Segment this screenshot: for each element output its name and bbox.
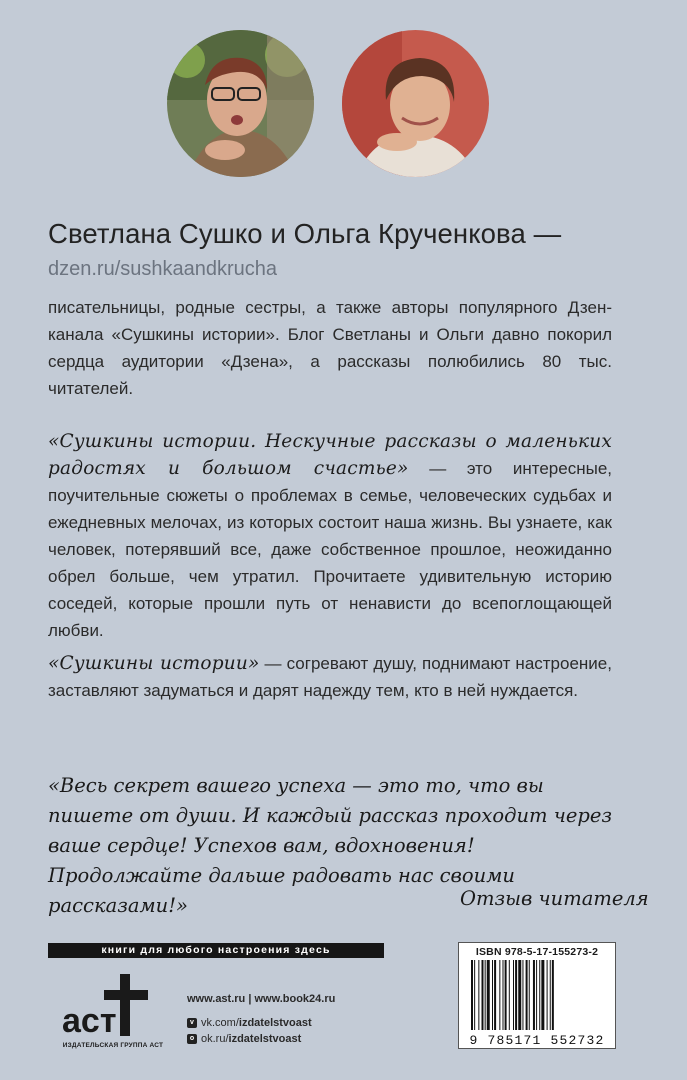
ok-handle: izdatelstvoast (228, 1033, 302, 1045)
barcode-bar (541, 960, 544, 1030)
vk-handle: izdatelstvoast (238, 1017, 312, 1029)
book-summary (48, 650, 612, 704)
barcode-bar (474, 960, 475, 1030)
barcode-bar (505, 960, 507, 1030)
book-summary-text: — согревают душу, поднимают настроение, заставляют задуматься и дарят надежду тем, кто в ней нуждается. (48, 654, 612, 700)
barcode-bar (533, 960, 535, 1030)
series-title-quote: «Сушкины истории» (48, 653, 260, 674)
ok-prefix: ok.ru/ (201, 1033, 229, 1045)
reader-review-signature: Отзыв читателя (460, 887, 649, 910)
vk-prefix: vk.com/ (201, 1017, 239, 1029)
book-description-text: — это интересные, поучительные сюжеты о проблемах в семье, человеческих судьбах и ежедневных мелочах, из которых состоит наша жизнь. Вы узнаете, как человек, потерявший все, даже собственное прошлое, неожиданно обрел больше, чем утратил. Прочитаете удивительную историю соседей, которые прошли путь от ненависти до всепоглощающей любви. (48, 459, 612, 640)
barcode (469, 960, 605, 1032)
authors-description: писательницы, родные сестры, а также авторы популярного Дзен-канала «Сушкины истории». Блог Светланы и Ольги давно покорил сердца аудитории «Дзена», а рассказы полюбились 80 тыс. читателей. (48, 298, 612, 398)
vk-link[interactable] (187, 1017, 312, 1029)
barcode-bar (529, 960, 530, 1030)
barcode-bar (522, 960, 523, 1030)
ok-icon: o (187, 1034, 197, 1044)
barcode-bar (494, 960, 496, 1030)
barcode-bar (536, 960, 537, 1030)
isbn-barcode-box (458, 942, 616, 1049)
book-description (48, 428, 612, 644)
barcode-bar (539, 960, 540, 1030)
barcode-bar (487, 960, 490, 1030)
ok-link[interactable] (187, 1033, 301, 1045)
barcode-bar (471, 960, 473, 1030)
promo-banner: книги для любого настроения здесь (48, 943, 384, 958)
isbn-number: ISBN 978-5-17-155273-2 (475, 946, 599, 958)
barcode-bar (550, 960, 551, 1030)
ast-logo (58, 966, 158, 1041)
barcode-bar (547, 960, 548, 1030)
barcode-bar (509, 960, 510, 1030)
book-title-quote: «Сушкины истории. Нескучные рассказы о маленьких радостях и большом счастье» (48, 431, 612, 479)
barcode-bar (518, 960, 521, 1030)
barcode-bar (515, 960, 517, 1030)
authors-heading: Светлана Сушко и Ольга Крученкова — (48, 218, 562, 249)
publisher-caption: ИЗДАТЕЛЬСКАЯ ГРУППА АСТ (62, 1042, 164, 1049)
barcode-bar (552, 960, 554, 1030)
barcode-bar (503, 960, 504, 1030)
barcode-bar (492, 960, 493, 1030)
barcode-bar (485, 960, 486, 1030)
barcode-bar (513, 960, 514, 1030)
barcode-bar (526, 960, 528, 1030)
barcode-bar (499, 960, 500, 1030)
reader-quote: «Весь секрет вашего успеха — это то, что вы пишете от души. И каждый рассказ проходит через ваше сердце! Успехов вам, вдохновения! Продолжайте дальше радовать нас своими рассказами!» (48, 774, 613, 917)
barcode-digits: 9 785171 552732 (469, 1033, 605, 1048)
publisher-sites[interactable]: www.ast.ru | www.book24.ru (187, 993, 336, 1005)
dzen-link[interactable]: dzen.ru/sushkaandkrucha (48, 258, 278, 280)
barcode-bar (482, 960, 484, 1030)
barcode-bar (478, 960, 479, 1030)
ast-logo-text: аст (62, 1002, 117, 1040)
vk-icon: v (187, 1018, 197, 1028)
author-photo-svetlana (167, 30, 314, 177)
author-photo-olga (342, 30, 489, 177)
